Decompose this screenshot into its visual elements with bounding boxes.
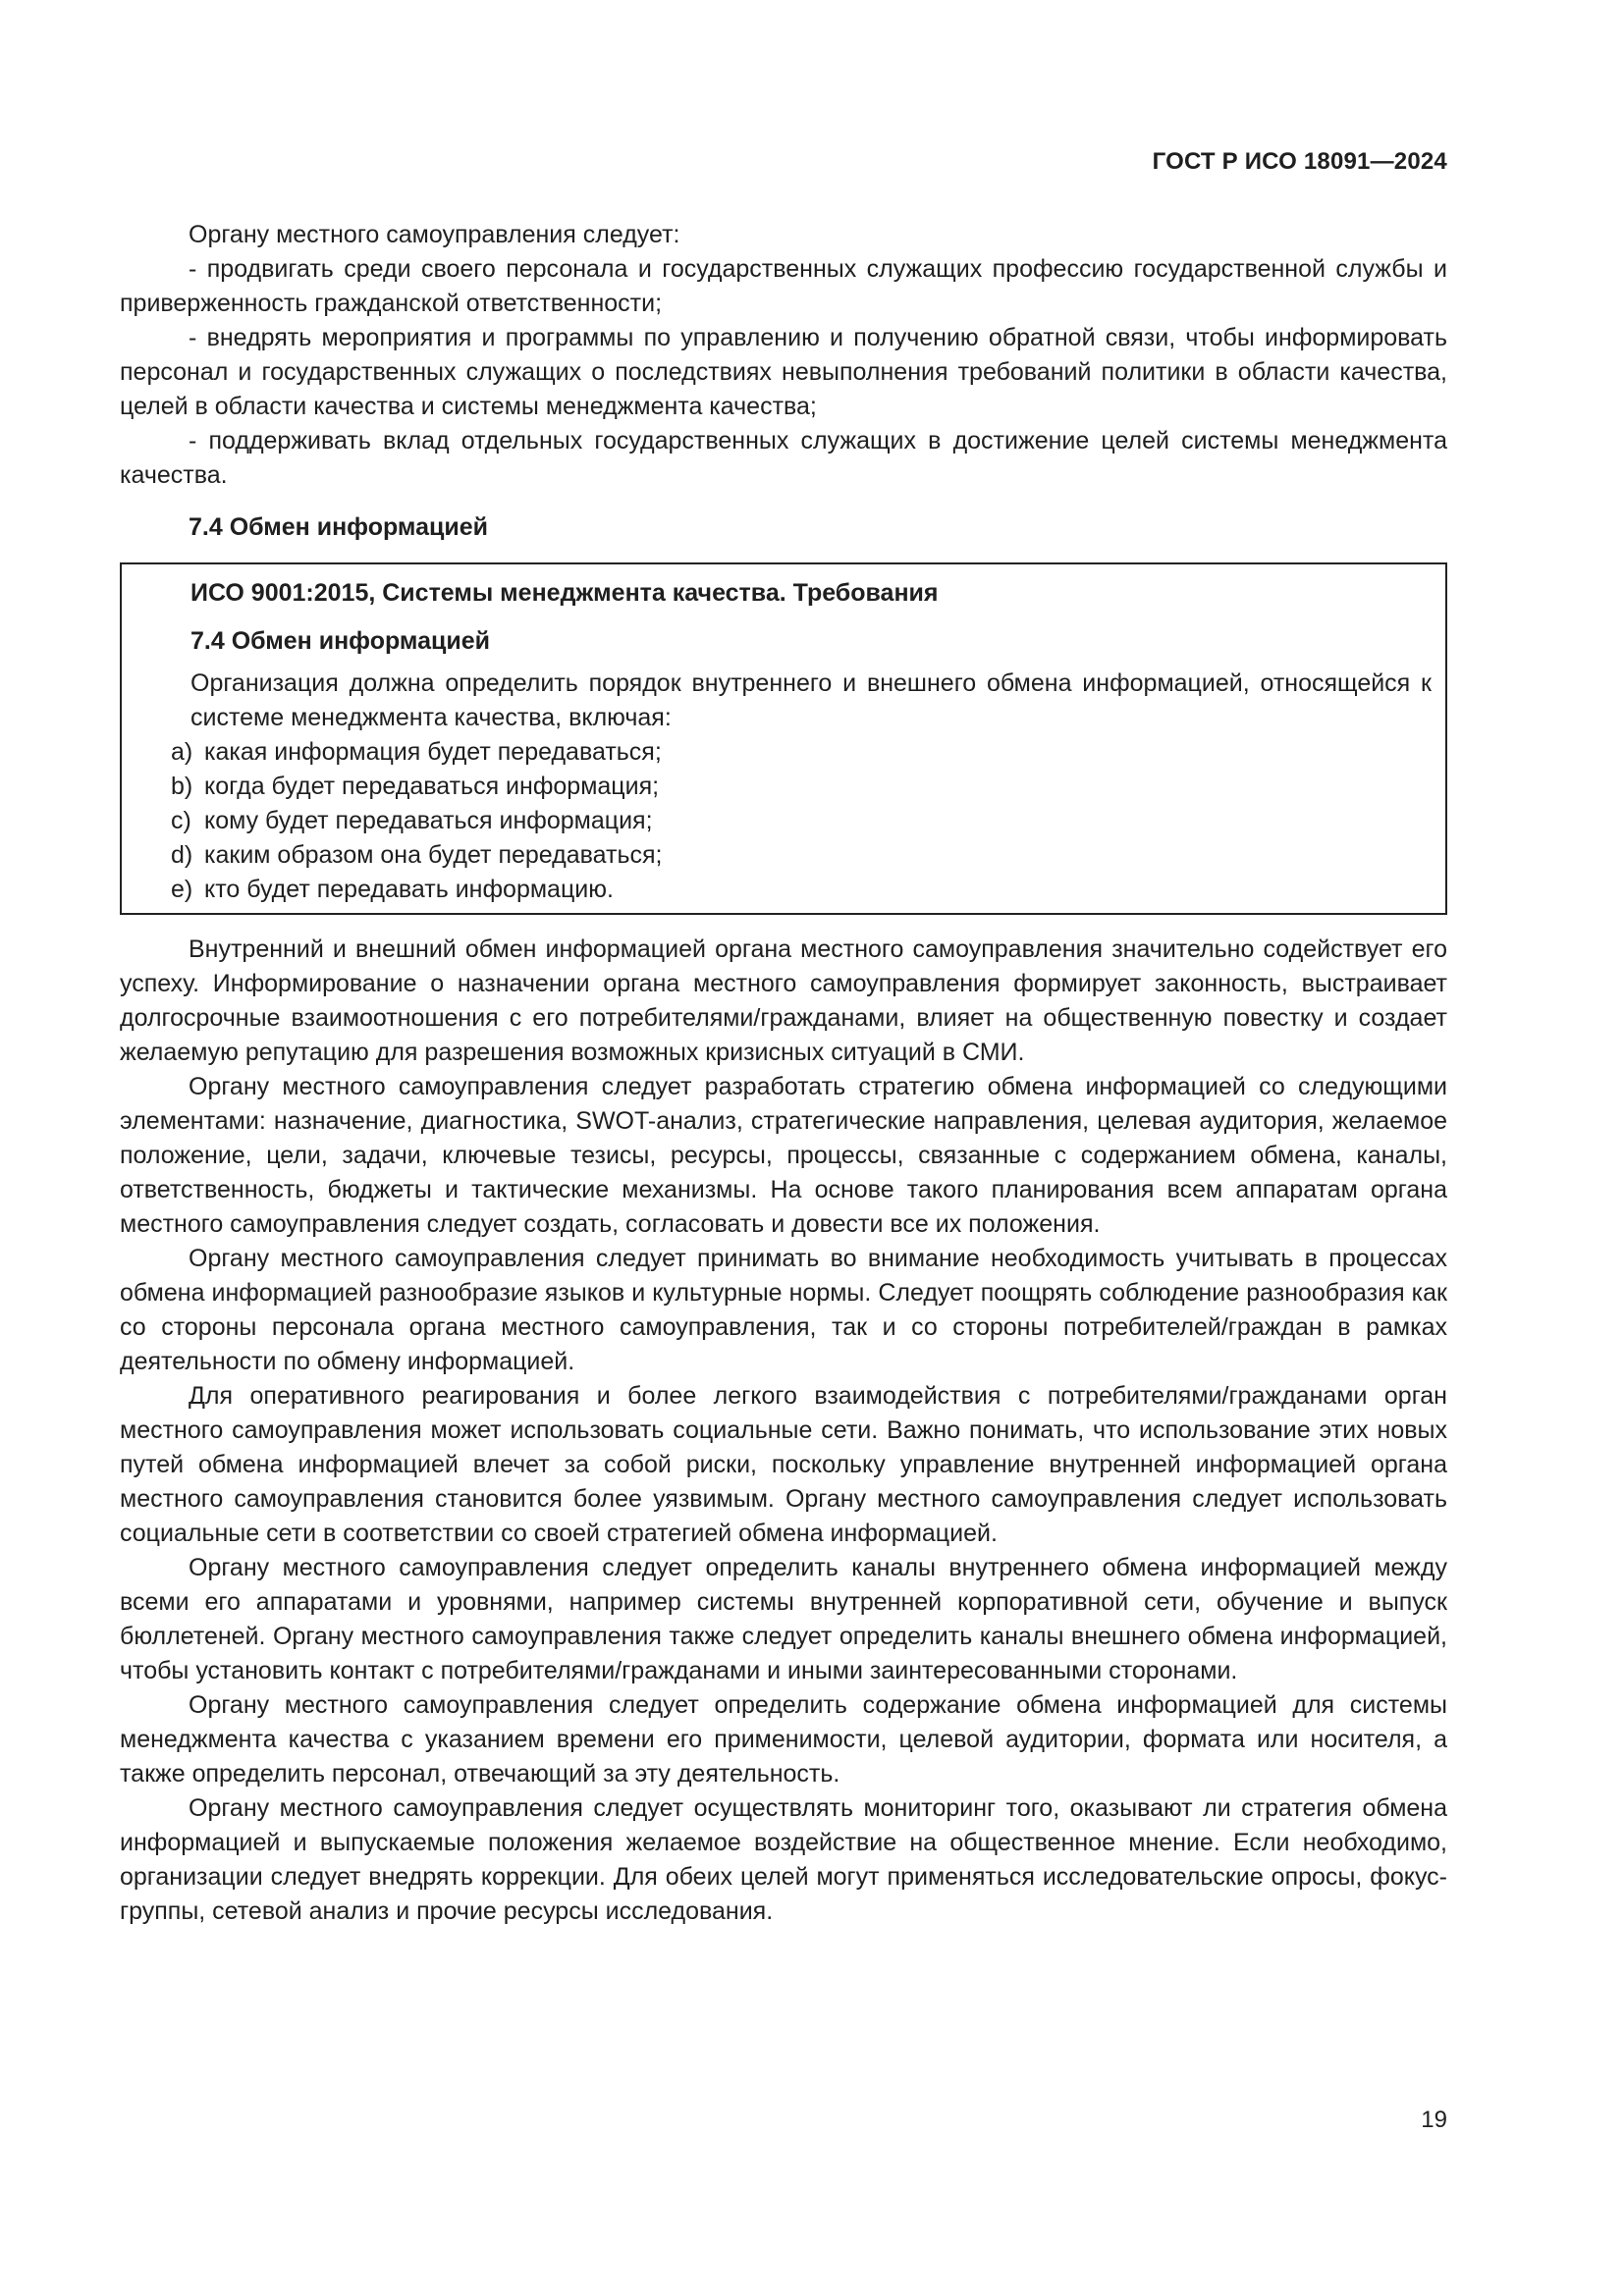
page-content — [120, 218, 1447, 1929]
body-text — [120, 933, 1447, 1929]
list-item-label: c) — [171, 807, 191, 834]
iso-box-list-item — [171, 735, 1432, 770]
body-paragraph: Органу местного самоуправления следует принимать во внимание необходимость учитывать в процессах обмена информацией разнообразие языков и культурные нормы. Следует поощрять соблюдение разнообразия как со стороны персонала органа местного самоуправления, так и со стороны потребителей/граждан в рамках деятельности по обмену информацией. — [120, 1245, 1447, 1375]
list-item-label: e) — [171, 876, 193, 903]
list-item-text: кто будет передавать информацию. — [204, 876, 614, 903]
intro-bullet: - внедрять мероприятия и программы по управлению и получению обратной связи, чтобы информировать персонал и государственных служащих о последствиях невыполнения требований политики в области качества, целей в области качества и системы менеджмента качества; — [120, 324, 1447, 420]
list-item-text: когда будет передаваться информация; — [204, 773, 660, 800]
intro-bullet: - поддерживать вклад отдельных государственных служащих в достижение целей системы менеджмента качества. — [120, 427, 1447, 489]
list-item-text: какая информация будет передаваться; — [204, 738, 662, 766]
list-item-label: a) — [171, 738, 193, 766]
body-paragraph: Органу местного самоуправления следует осуществлять мониторинг того, оказывают ли стратегия обмена информацией и выпускаемые положения желаемое воздействие на общественное мнение. Если необходимо, организации следует внедрять коррекции. Для обеих целей могут применяться исследовательские опросы, фокус-группы, сетевой анализ и прочие ресурсы исследования. — [120, 1794, 1447, 1925]
iso-box-paragraph: Организация должна определить порядок внутреннего и внешнего обмена информацией, относящейся к системе менеджмента качества, включая: — [190, 669, 1432, 731]
iso-box-list — [171, 735, 1432, 907]
body-paragraph: Внутренний и внешний обмен информацией органа местного самоуправления значительно содействует его успеху. Информирование о назначении органа местного самоуправления формирует законность, выстраивает долгосрочные взаимоотношения с его потребителями/гражданами, влияет на общественную повестку и создает желаемую репутацию для разрешения возможных кризисных ситуаций в СМИ. — [120, 935, 1447, 1066]
body-paragraph: Органу местного самоуправления следует разработать стратегию обмена информацией со следующими элементами: назначение, диагностика, SWOT-анализ, стратегические направления, целевая аудитория, желаемое положение, цели, задачи, ключевые тезисы, ресурсы, процессы, связанные с содержанием обмена, каналы, ответственность, бюджеты и тактические механизмы. На основе такого планирования всем аппаратам органа местного самоуправления следует создать, согласовать и довести все их положения. — [120, 1073, 1447, 1238]
list-item-text: кому будет передаваться информация; — [204, 807, 653, 834]
list-item-label: b) — [171, 773, 193, 800]
iso-box-list-item — [171, 804, 1432, 838]
intro-bullet: - продвигать среди своего персонала и государственных служащих профессию государственной службы и приверженность гражданской ответственности; — [120, 255, 1447, 317]
body-paragraph: Для оперативного реагирования и более легкого взаимодействия с потребителями/гражданами орган местного самоуправления может использовать социальные сети. Важно понимать, что использование этих новых путей обмена информацией влечет за собой риски, поскольку управление внутренней информацией органа местного самоуправления становится более уязвимым. Органу местного самоуправления следует использовать социальные сети в соответствии со своей стратегией обмена информацией. — [120, 1382, 1447, 1547]
iso-box-heading: 7.4 Обмен информацией — [190, 627, 491, 655]
iso-box-title: ИСО 9001:2015, Системы менеджмента качества. Требования — [190, 579, 939, 607]
body-paragraph: Органу местного самоуправления следует определить содержание обмена информацией для системы менеджмента качества с указанием времени его применимости, целевой аудитории, формата или носителя, а также определить персонал, отвечающий за эту деятельность. — [120, 1691, 1447, 1788]
iso-box-list-item — [171, 873, 1432, 907]
iso-box-list-item — [171, 770, 1432, 804]
list-item-text: каким образом она будет передаваться; — [204, 841, 663, 869]
list-item-label: d) — [171, 841, 193, 869]
iso-quote-box — [120, 562, 1447, 915]
iso-box-list-item — [171, 838, 1432, 873]
section-heading: 7.4 Обмен информацией — [189, 513, 489, 541]
body-paragraph: Органу местного самоуправления следует определить каналы внутреннего обмена информацией между всеми его аппаратами и уровнями, например системы внутренней корпоративной сети, обучение и выпуск бюллетеней. Органу местного самоуправления также следует определить каналы внешнего обмена информацией, чтобы установить контакт с потребителями/гражданами и иными заинтересованными сторонами. — [120, 1554, 1447, 1684]
intro-lead: Органу местного самоуправления следует: — [189, 221, 680, 248]
document-header: ГОСТ Р ИСО 18091—2024 — [1152, 148, 1447, 175]
page-number: 19 — [1421, 2107, 1447, 2133]
